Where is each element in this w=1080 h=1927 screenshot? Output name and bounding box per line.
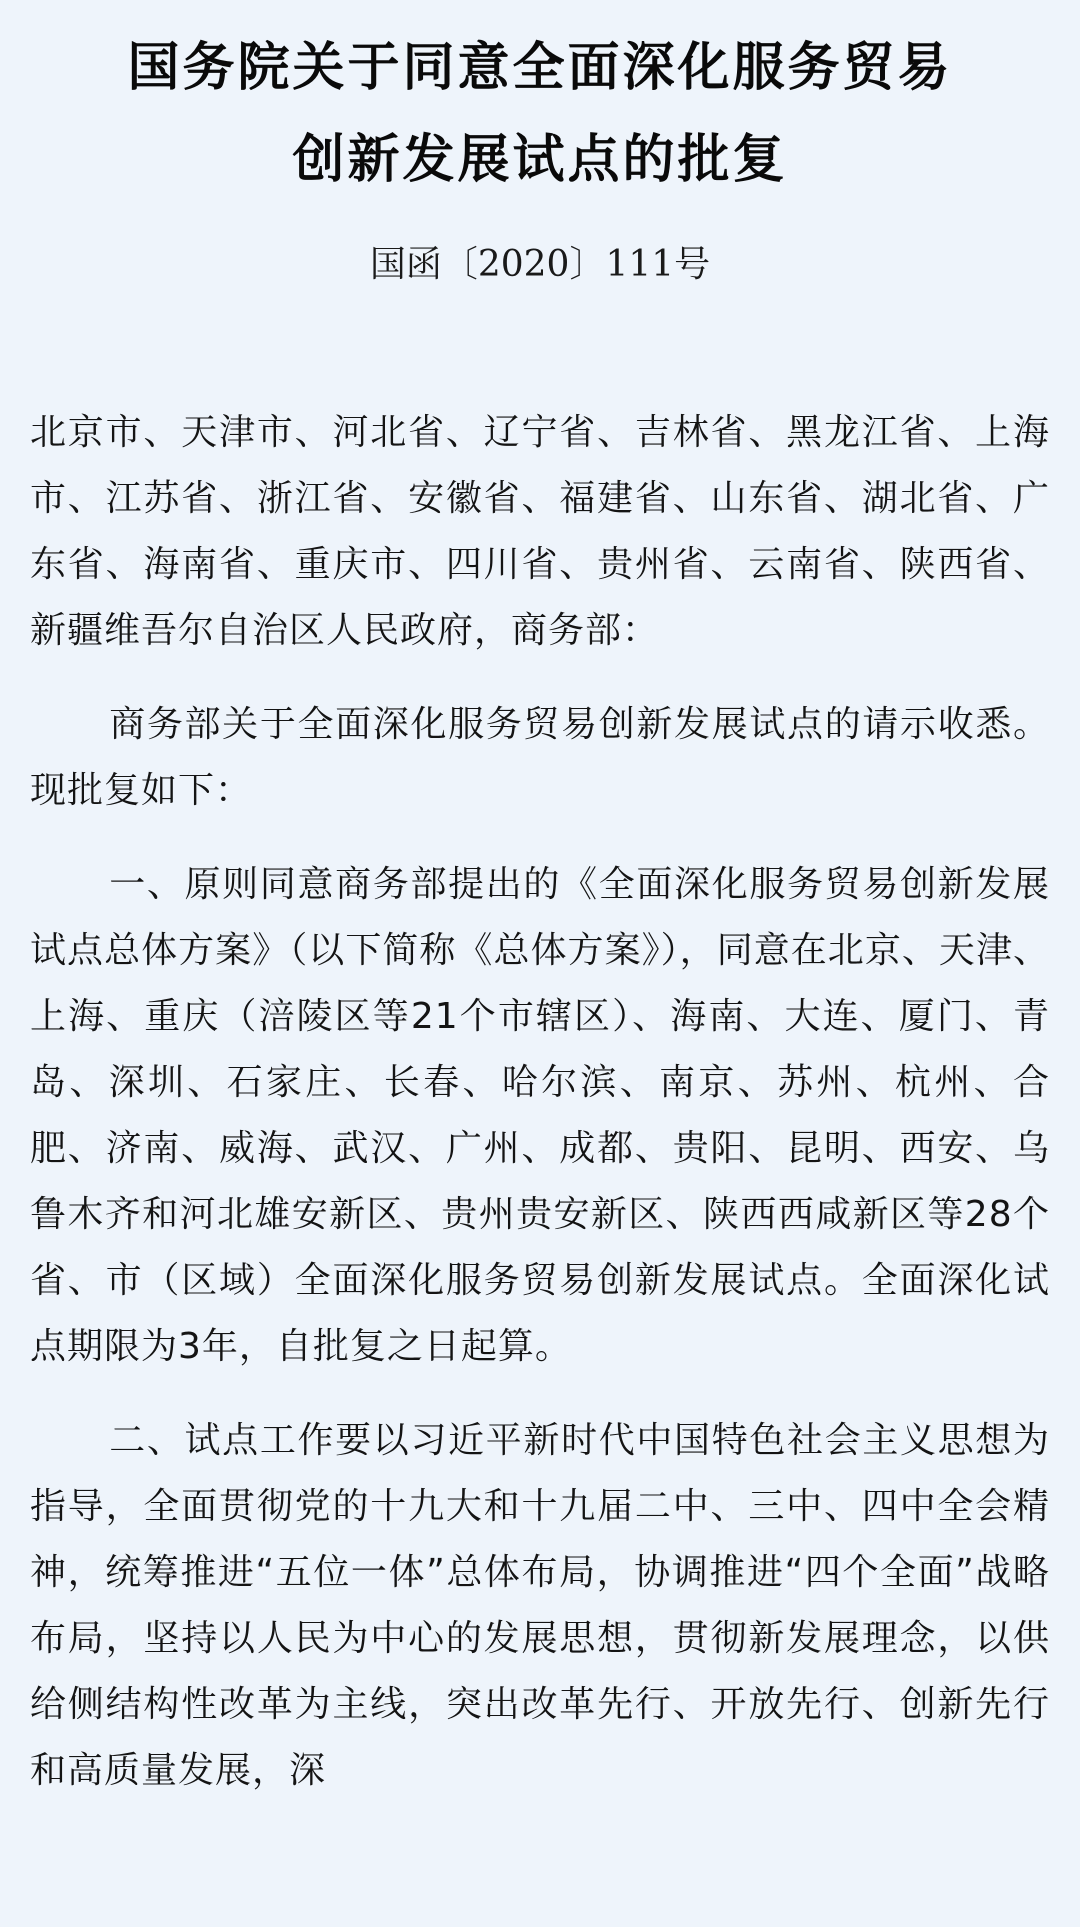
document-title [30, 0, 1050, 206]
title-line-2: 创新发展试点的批复 [292, 130, 788, 190]
salutation: 北京市、天津市、河北省、辽宁省、吉林省、黑龙江省、上海市、江苏省、浙江省、安徽省、福建省、山东省、湖北省、广东省、海南省、重庆市、四川省、贵州省、云南省、陕西省、新疆维吾尔自治区人民政府，商务部： [30, 412, 1050, 651]
document-number: 国函〔2020〕111号 [369, 244, 711, 285]
document-body [30, 400, 1050, 1804]
title-line-1: 国务院关于同意全面深化服务贸易 [127, 38, 953, 98]
paragraph-item-two: 二、试点工作要以习近平新时代中国特色社会主义思想为指导，全面贯彻党的十九大和十九届二中、三中、四中全会精神，统筹推进“五位一体”总体布局，协调推进“四个全面”战略布局，坚持以人民为中心的发展思想，贯彻新发展理念，以供给侧结构性改革为主线，突出改革先行、开放先行、创新先行和高质量发展，深 [30, 1420, 1050, 1791]
paragraph-item-one: 一、原则同意商务部提出的《全面深化服务贸易创新发展试点总体方案》（以下简称《总体方案》），同意在北京、天津、上海、重庆（涪陵区等21个市辖区）、海南、大连、厦门、青岛、深圳、石家庄、长春、哈尔滨、南京、苏州、杭州、合肥、济南、威海、武汉、广州、成都、贵阳、昆明、西安、乌鲁木齐和河北雄安新区、贵州贵安新区、陕西西咸新区等28个省、市（区域）全面深化服务贸易创新发展试点。全面深化试点期限为3年，自批复之日起算。 [30, 864, 1050, 1367]
paragraph-receipt: 商务部关于全面深化服务贸易创新发展试点的请示收悉。现批复如下： [30, 704, 1050, 811]
